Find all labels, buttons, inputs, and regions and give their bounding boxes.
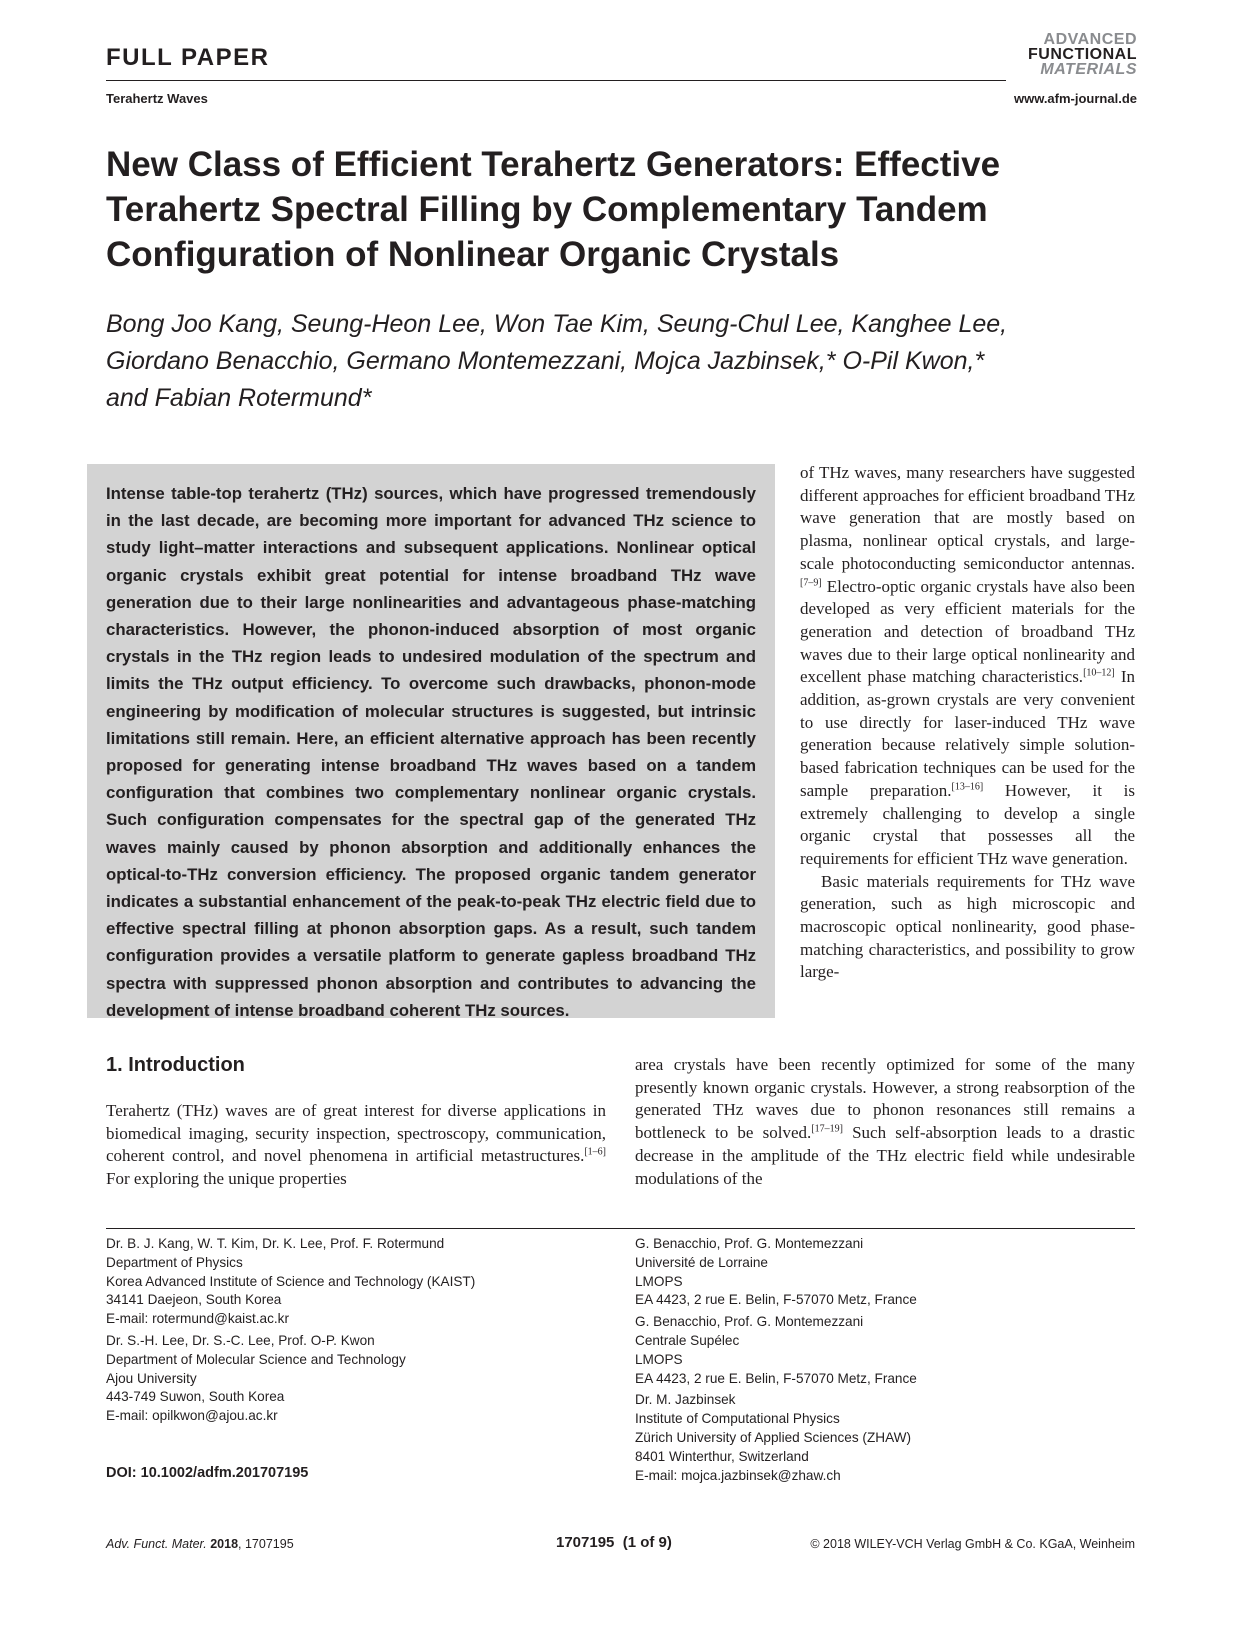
abstract-text: Intense table-top terahertz (THz) sources, which have progressed tremendously in the last decade, are becoming more important for advanced THz science to study light–matter interactions and subsequent applications. Nonlinear optical organic crystals exhibit great potential for intense broadband THz wave generation due to their large nonlinearities and advantageous phase-matching characteristics. However, the phonon-induced absorption of most organic crystals in the THz region leads to undesired modulation of the spectrum and limits the THz output efficiency. To overcome such drawbacks, phonon-mode engineering by modification of molecular structures is suggested, but intrinsic limitations still remain. Here, an efficient alternative approach has been recently proposed for generating intense broadband THz waves based on a tandem configuration that combines two complementary nonlinear organic crystals. Such configuration compensates for the spectral gap of the generated THz waves mainly caused by phonon absorption and additionally enhances the optical-to-THz conversion efficiency. The proposed organic tandem generator indicates a substantial enhancement of the peak-to-peak THz electric field due to effective spectral filling at phonon absorption gaps. As a result, such tandem configuration provides a versatile platform to generate gapless broadband THz spectra with suppressed phonon absorption and contributes to advancing the development of intense broadband coherent THz sources. [106,484,756,1020]
citation-ref[interactable]: [1–6] [584,1146,606,1158]
affiliation-block [106,1235,606,1329]
affiliation-block [635,1235,1135,1310]
affiliation-line: 8401 Winterthur, Switzerland [635,1448,809,1464]
citation-ref[interactable]: [10–12] [1083,667,1115,679]
body-text: Terahertz (THz) waves are of great interest for diverse applications in biomedical imaging, security inspection, spectroscopy, communication, coherent control, and novel phenomena in artificial metastructures. [106,1101,606,1166]
logo-line-2: FUNCTIONAL [1028,46,1137,63]
doi-link[interactable]: DOI: 10.1002/adfm.201707195 [106,1465,309,1481]
body-text: For exploring the unique properties [106,1169,347,1189]
affiliation-authors: Dr. M. Jazbinsek [635,1392,736,1408]
affiliation-line: Zürich University of Applied Sciences (ZHAW) [635,1429,911,1445]
affiliation-authors: Dr. S.-H. Lee, Dr. S.-C. Lee, Prof. O-P. Kwon [106,1332,375,1348]
body-left-column [106,1100,606,1191]
affiliation-line: Ajou University [106,1370,197,1386]
author-list [106,306,1066,417]
body-text: In addition, as-grown crystals are very convenient to use directly for laser-induced THz wave generation because relatively simple solution-based fabrication techniques can be used for the sample preparation. [800,667,1135,800]
affiliation-authors: G. Benacchio, Prof. G. Montemezzani [635,1236,864,1251]
affiliation-email[interactable]: E-mail: rotermund@kaist.ac.kr [106,1311,290,1327]
affiliation-line: Institute of Computational Physics [635,1411,840,1427]
footer-copyright: © 2018 WILEY-VCH Verlag GmbH & Co. KGaA, Weinheim [810,1537,1135,1551]
affiliation-line: Centrale Supélec [635,1332,740,1348]
page-number: 1707195 (1 of 9) [556,1534,672,1551]
affiliation-email[interactable]: E-mail: mojca.jazbinsek@zhaw.ch [635,1467,841,1483]
affiliations-right [635,1235,1135,1488]
header-rule [106,80,1006,81]
body-right-column-top [800,462,1135,984]
body-text: Such self-absorption leads to a drastic decrease in the amplitude of the THz electric field while undesirable modulations of the [635,1123,1135,1188]
section-tag: Terahertz Waves [106,91,208,106]
affiliation-line: 443-749 Suwon, South Korea [106,1389,285,1405]
affiliation-line: Department of Physics [106,1254,243,1270]
body-right-column-bottom [635,1054,1135,1190]
affiliation-rule [106,1228,1135,1229]
body-text: of THz waves, many researchers have suggested different approaches for efficient broadband THz wave generation that are mostly based on plasma, nonlinear optical crystals, and large-scale photoconducting semiconductor antennas. [800,463,1135,573]
affiliation-line: Korea Advanced Institute of Science and Technology (KAIST) [106,1273,476,1289]
affiliation-line: EA 4423, 2 rue E. Belin, F-57070 Metz, France [635,1292,917,1308]
abstract-box [87,464,775,1018]
journal-url-link[interactable]: www.afm-journal.de [1013,91,1137,106]
logo-line-1: ADVANCED [1043,31,1137,48]
affiliation-line: Université de Lorraine [635,1254,768,1270]
footer-article: , 1707195 [238,1537,294,1551]
affiliation-email[interactable]: E-mail: opilkwon@ajou.ac.kr [106,1408,278,1424]
paper-title: New Class of Efficient Terahertz Generators: Effective Terahertz Spectral Filling by Complementary Tandem Configuration of Nonlinear Organic Crystals [106,145,1001,274]
body-text: area crystals have been recently optimized for some of the many presently known organic crystals. However, a strong reabsorption of the generated THz waves due to phonon resonances still remains a bottleneck to be solved. [635,1055,1135,1143]
section-type-label: FULL PAPER [106,44,270,71]
affiliation-line: Department of Molecular Science and Technology [106,1351,406,1367]
affiliation-line: LMOPS [635,1351,683,1367]
body-paragraph [800,462,1135,871]
citation-ref[interactable]: [7–9] [800,576,822,588]
footer-journal: Adv. Funct. Mater. [106,1537,207,1551]
citation-ref[interactable]: [17–19] [811,1123,843,1135]
body-paragraph: Basic materials requirements for THz wave generation, such as high microscopic and macroscopic optical nonlinearity, good phase-matching characteristics, and possibility to grow large- [800,871,1135,982]
body-text: However, it is extremely challenging to develop a single organic crystal that possesses all the requirements for efficient THz wave generation. [800,780,1135,868]
footer-year: 2018 [210,1537,239,1551]
affiliation-block [106,1332,606,1426]
affiliation-line: 34141 Daejeon, South Korea [106,1292,282,1308]
section-heading: 1. Introduction [106,1054,245,1076]
journal-logo [1028,32,1137,77]
logo-line-3: MATERIALS [1040,61,1137,78]
affiliation-authors: G. Benacchio, Prof. G. Montemezzani [635,1314,864,1330]
affiliation-block [635,1391,1135,1485]
author-line-2: Giordano Benacchio, Germano Montemezzani, Mojca Jazbinsek,* O-Pil Kwon,* [106,347,985,375]
affiliation-block [635,1313,1135,1388]
affiliation-authors: Dr. B. J. Kang, W. T. Kim, Dr. K. Lee, Prof. F. Rotermund [106,1236,445,1251]
affiliation-line: LMOPS [635,1273,683,1289]
author-line-3: and Fabian Rotermund* [106,384,372,412]
affiliations-left [106,1235,606,1429]
affiliation-line: EA 4423, 2 rue E. Belin, F-57070 Metz, France [635,1370,917,1386]
citation-ref[interactable]: [13–16] [951,781,984,793]
author-line-1: Bong Joo Kang, Seung-Heon Lee, Won Tae Kim, Seung-Chul Lee, Kanghee Lee, [106,310,1008,338]
footer-citation [106,1537,294,1551]
body-text: Electro-optic organic crystals have also been developed as very efficient materials for the generation and detection of broadband THz waves due to their large optical nonlinearity and excellent phase matching characteristics. [800,576,1135,687]
